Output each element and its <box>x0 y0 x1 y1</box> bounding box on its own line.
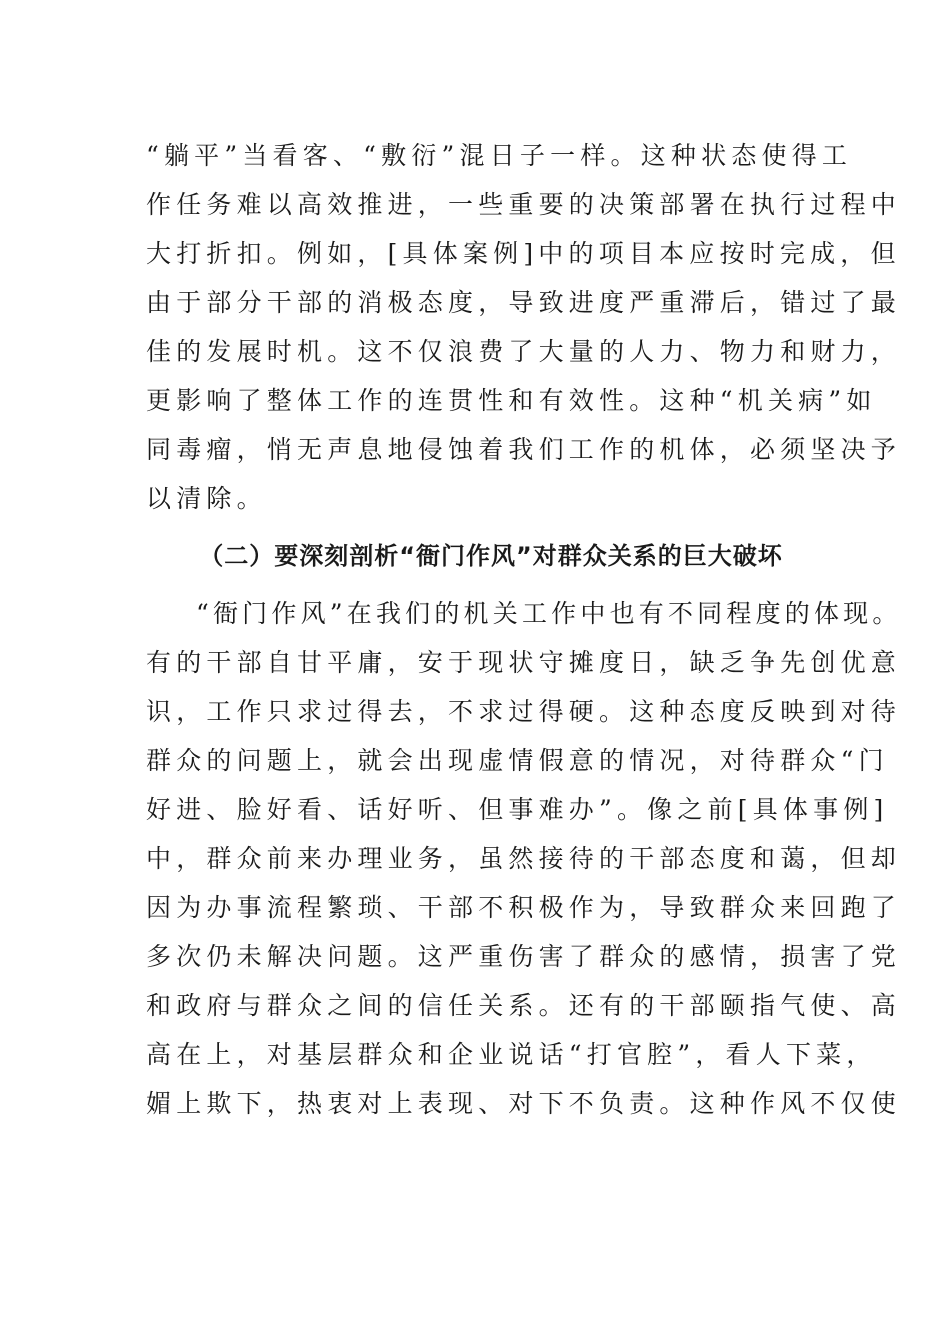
paragraph-line: 同毒瘤，悄无声息地侵蚀着我们工作的机体，必须坚决予 <box>146 435 902 464</box>
section-heading: （二）要深刻剖析“衙门作风”对群众关系的巨大破坏 <box>199 542 783 570</box>
paragraph-line: 好进、脸好看、话好听、但事难办”。像之前[具体事例] <box>146 795 889 824</box>
paragraph-line: 佳的发展时机。这不仅浪费了大量的人力、物力和财力， <box>146 337 902 366</box>
paragraph-line: 以清除。 <box>146 484 267 513</box>
paragraph-first-line: “衙门作风”在我们的机关工作中也有不同程度的体现。 <box>196 599 902 628</box>
paragraph-line: 和政府与群众之间的信任关系。还有的干部颐指气使、高 <box>146 991 902 1020</box>
paragraph-line: 识，工作只求过得去，不求过得硬。这种态度反映到对待 <box>146 697 902 726</box>
paragraph-line: 中，群众前来办理业务，虽然接待的干部态度和蔼，但却 <box>146 844 902 873</box>
paragraph-line: 群众的问题上，就会出现虚情假意的情况，对待群众“门 <box>146 746 889 775</box>
paragraph-line: “躺平”当看客、“敷衍”混日子一样。这种状态使得工 <box>146 141 853 170</box>
paragraph-line: 多次仍未解决问题。这严重伤害了群众的感情，损害了党 <box>146 942 902 971</box>
paragraph-line: 因为办事流程繁琐、干部不积极作为，导致群众来回跑了 <box>146 893 902 922</box>
paragraph-line: 大打折扣。例如，[具体案例]中的项目本应按时完成，但 <box>146 239 901 268</box>
paragraph-line: 更影响了整体工作的连贯性和有效性。这种“机关病”如 <box>146 386 877 415</box>
paragraph-line: 作任务难以高效推进，一些重要的决策部署在执行过程中 <box>146 190 902 219</box>
paragraph-line: 媚上欺下，热衷对上表现、对下不负责。这种作风不仅使 <box>146 1089 902 1118</box>
paragraph-line: 高在上，对基层群众和企业说话“打官腔”，看人下菜， <box>146 1040 877 1069</box>
paragraph-line: 有的干部自甘平庸，安于现状守摊度日，缺乏争先创优意 <box>146 648 902 677</box>
paragraph-line: 由于部分干部的消极态度，导致进度严重滞后，错过了最 <box>146 288 902 317</box>
